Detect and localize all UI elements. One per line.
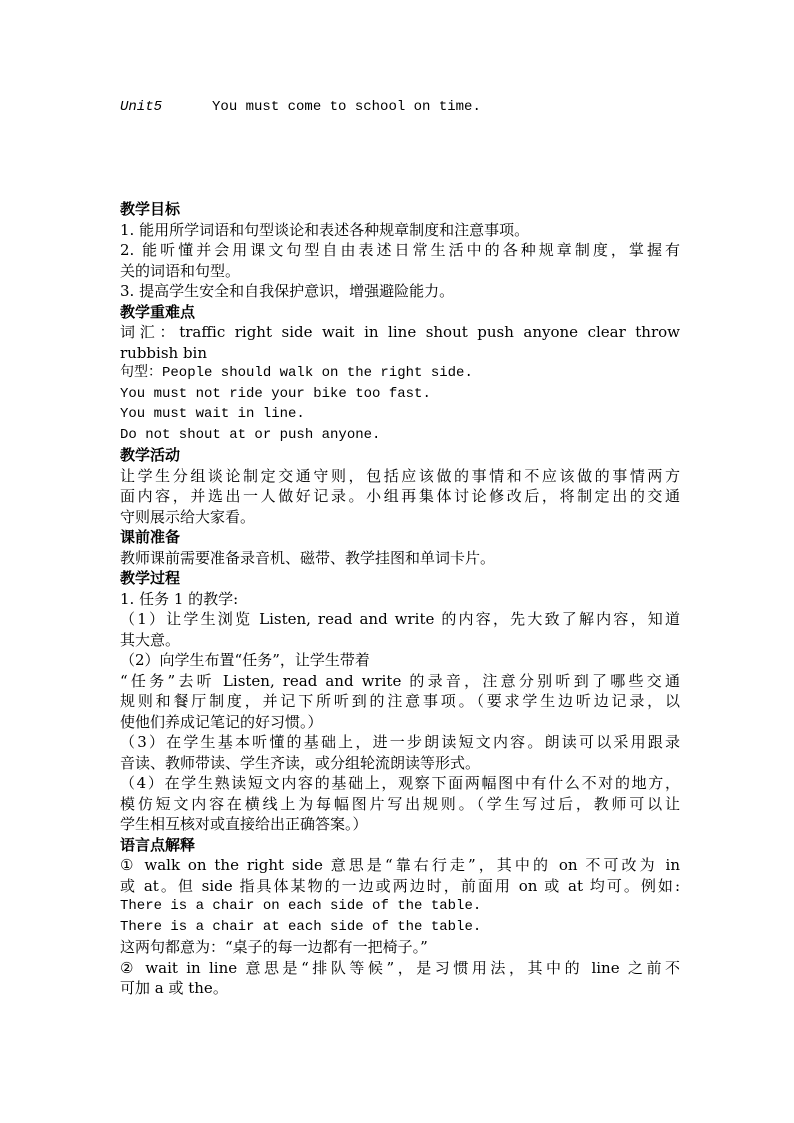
section-heading: 语言点解释 — [120, 835, 196, 854]
text-line: （2）向学生布置“任务”，让学生带着 — [120, 651, 370, 669]
section-heading: 教学活动 — [120, 446, 181, 464]
text-line: 学生相互核对或直接给出正确答案。） — [120, 815, 368, 833]
section-heading: 教学重难点 — [120, 302, 196, 321]
text-line: 其大意。 — [120, 630, 181, 649]
text-line: There is a chair on each side of the table. — [120, 898, 482, 914]
text-line: 规则和餐厅制度，并记下所听到的注意事项。（要求学生边听边记录，以 — [120, 692, 680, 710]
text-line: 1. 能用所学词语和句型谈论和表述各种规章制度和注意事项。 — [120, 220, 530, 239]
section-heading: 教学过程 — [120, 569, 181, 587]
text-line: 让学生分组谈论制定交通守则，包括应该做的事情和不应该做的事情两方 — [120, 466, 680, 485]
section-heading: 课前准备 — [120, 528, 181, 546]
text-line: 守则展示给大家看。 — [120, 507, 256, 526]
section-heading: 教学目标 — [120, 200, 181, 218]
text-line: There is a chair at each side of the table. — [120, 918, 482, 935]
text-line: 关的词语和句型。 — [120, 261, 241, 280]
text-line: You must not ride your bike too fast. — [120, 385, 431, 402]
text-line: ① walk on the right side 意思是“靠右行走”，其中的 on 不可改为 in — [120, 856, 680, 874]
text-line: 这两句都意为：“桌子的每一边都有一把椅子。” — [120, 938, 428, 956]
text-line: 教师课前需要准备录音机、磁带、教学挂图和单词卡片。 — [120, 548, 496, 567]
text-line: You must wait in line. — [120, 406, 305, 422]
text-line: 面内容，并选出一人做好记录。小组再集体讨论修改后，将制定出的交通 — [120, 487, 680, 505]
text-line: 模仿短文内容在横线上为每幅图片写出规则。（学生写过后，教师可以让 — [120, 794, 680, 813]
text-line: ② wait in line 意思是“排队等候”，是习惯用法，其中的 line 之前不 — [120, 958, 680, 977]
text-line: 3. 提高学生安全和自我保护意识，增强避险能力。 — [120, 282, 455, 300]
text-line: 2. 能听懂并会用课文句型自由表述日常生活中的各种规章制度，掌握有 — [120, 241, 680, 259]
text-line: （4）在学生熟读短文内容的基础上，观察下面两幅图中有什么不对的地方， — [120, 774, 680, 792]
unit-number: Unit5 — [120, 99, 163, 115]
unit-title-text: You must come to school on time. — [212, 99, 481, 115]
text-line: 音读、教师带读、学生齐读，或分组轮流朗读等形式。 — [120, 753, 481, 772]
text-line: “任务”去听 Listen, read and write 的录音，注意分别听到了哪些交通 — [120, 671, 680, 690]
lesson-plan-body — [120, 199, 680, 999]
text-line: 1. 任务 1 的教学: — [120, 589, 239, 608]
text-line: （3）在学生基本听懂的基础上，进一步朗读短文内容。朗读可以采用跟录 — [120, 733, 680, 751]
text-line: 使他们养成记笔记的好习惯。） — [120, 712, 323, 731]
text-line: （1）让学生浏览 Listen, read and write 的内容，先大致了解内容，知道 — [120, 610, 680, 628]
text-line: 词汇：traffic right side wait in line shout push anyone clear throw — [120, 323, 680, 341]
text-line: 句型：People should walk on the right side. — [120, 365, 473, 381]
text-line: 或 at。但 side 指具体某物的一边或两边时，前面用 on 或 at 均可。例如: — [120, 876, 680, 895]
unit-title — [120, 98, 481, 116]
text-line: rubbish bin — [120, 343, 208, 362]
text-line: Do not shout at or push anyone. — [120, 426, 381, 443]
text-line: 可加 a 或 the。 — [120, 979, 228, 997]
